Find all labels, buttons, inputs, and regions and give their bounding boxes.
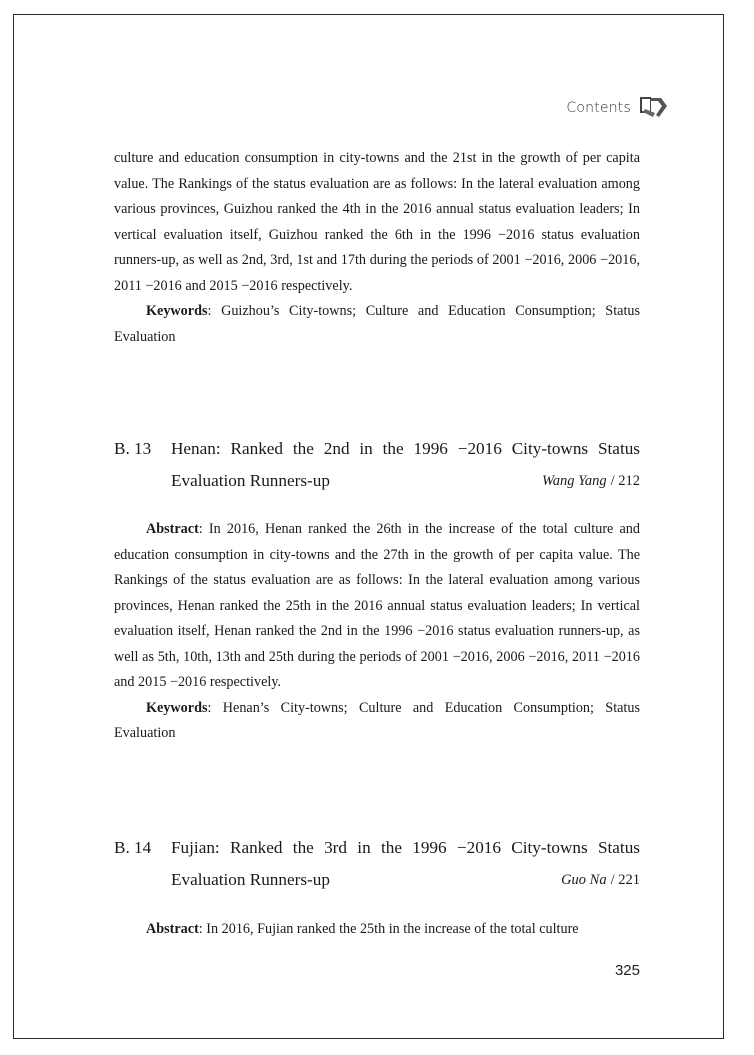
entry-number: B. 13 — [114, 439, 152, 458]
block1-text — [114, 146, 640, 350]
abstract-label: Abstract — [146, 521, 199, 537]
entry-b13-abstract — [114, 517, 640, 747]
keywords-paragraph — [114, 696, 640, 747]
entry-page: / 221 — [610, 872, 640, 888]
page-header — [566, 95, 669, 121]
entry-b13-heading[interactable] — [114, 433, 640, 497]
page-number: 325 — [614, 962, 640, 979]
abstract-paragraph — [114, 517, 640, 696]
return-arrow-icon[interactable] — [639, 95, 669, 121]
keywords-text: : Guizhou’s City-towns; Culture and Education Consumption; Status Evaluation — [114, 303, 640, 345]
keywords-label: Keywords — [146, 699, 208, 716]
abstract-text: : In 2016, Fujian ranked the 25th in the increase of the total culture — [198, 921, 579, 937]
entry-page: / 212 — [610, 473, 640, 489]
block1-keywords — [114, 299, 640, 350]
abstract-label: Abstract — [146, 921, 199, 937]
entry-title-line1: Fujian: Ranked the 3rd in the 1996 −2016 City-towns Status — [171, 838, 640, 857]
keywords-label: Keywords — [146, 303, 208, 319]
header-label: Contents — [566, 100, 631, 116]
entry-title-line2: Evaluation Runners-up — [171, 870, 330, 889]
entry-author: Wang Yang — [541, 473, 607, 489]
entry-b14-heading[interactable] — [114, 832, 640, 896]
entry-author: Guo Na — [561, 872, 607, 888]
abstract-paragraph — [114, 917, 640, 943]
entry-title-line1: Henan: Ranked the 2nd in the 1996 −2016 City-towns Status — [171, 439, 640, 458]
entry-b14-abstract — [114, 917, 640, 943]
keywords-text: : Henan’s City-towns; Culture and Education Consumption; Status Evaluation — [114, 699, 640, 741]
entry-title-line2: Evaluation Runners-up — [171, 471, 330, 490]
block1-abstract-continuation: culture and education consumption in city-towns and the 21st in the growth of per capita value. The Rankings of the status evaluation are as follows: In the lateral evaluation among various provinces, Guizhou ranked the 4th in the 2016 annual status evaluation leaders; In vertical evaluation itself, Guizhou ranked the 6th in the 1996 −2016 status evaluation runners-up, as well as 2nd, 3rd, 1st and 17th during the periods of 2001 −2016, 2006 −2016, 2011 −2016 and 2015 −2016 respectively. — [114, 150, 640, 294]
entry-number: B. 14 — [114, 838, 152, 857]
abstract-text: : In 2016, Henan ranked the 26th in the increase of the total culture and education consumption in city-towns and the 27th in the growth of per capita value. The Rankings of the status evaluation are as follows: In the lateral evaluation among various provinces, Henan ranked the 25th in the 2016 annual status evaluation leaders; In vertical evaluation itself, Henan ranked the 2nd in the 1996 −2016 status evaluation runners-up, as well as 5th, 10th, 13th and 25th during the periods of 2001 −2016, 2006 −2016, 2011 −2016 and 2015 −2016 respectively. — [114, 521, 640, 690]
